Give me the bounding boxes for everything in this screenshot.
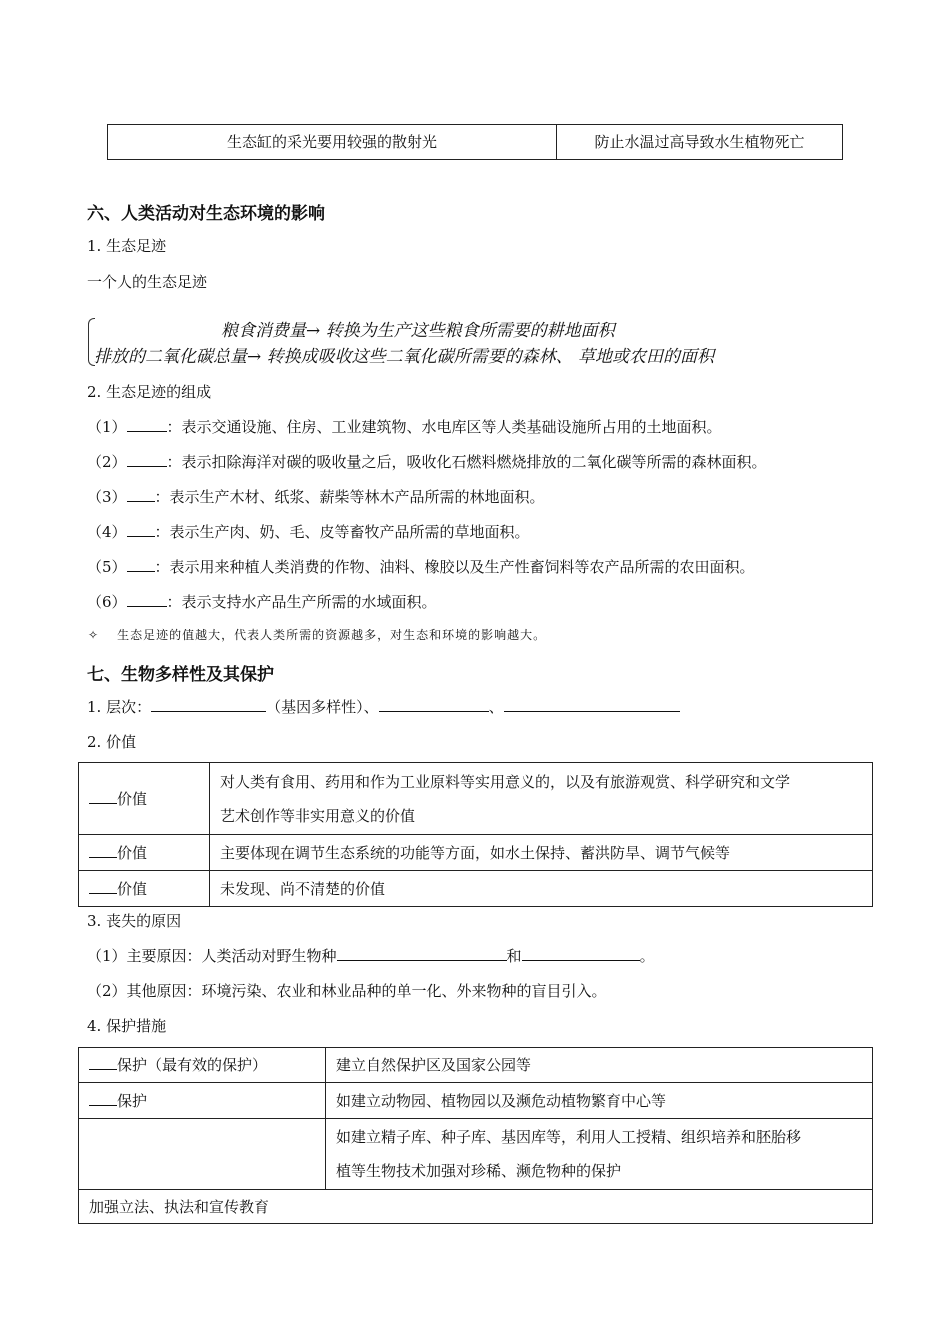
answer-blank[interactable] bbox=[89, 1055, 117, 1070]
protection-table bbox=[78, 1047, 873, 1224]
loss-title: 3. 丧失的原因 bbox=[87, 912, 182, 930]
formula-row-2: 排放的二氧化碳总量→ 转换成吸收这些二氧化碳所需要的森林、 草地或农田的面积 bbox=[94, 347, 715, 367]
protection-name-3 bbox=[79, 1119, 326, 1190]
answer-blank[interactable] bbox=[127, 487, 155, 502]
value-title: 2. 价值 bbox=[87, 733, 137, 751]
protection-desc-3: 如建立精子库、种子库、基因库等，利用人工授精、组织培养和胚胎移 植等生物技术加强对珍稀、濒危物种的保护 bbox=[326, 1119, 873, 1190]
loss-reason-1: （1）主要原因：人类活动对野生物种 和 。 bbox=[87, 947, 655, 965]
answer-blank[interactable] bbox=[504, 697, 680, 712]
footprint-item-1: （1） ：表示交通设施、住房、工业建筑物、水电库区等人类基础设施所占用的土地面积。 bbox=[87, 418, 722, 436]
answer-blank[interactable] bbox=[127, 452, 167, 467]
footprint-item-5: （5） ：表示用来种植人类消费的作物、油料、橡胶以及生产性畜饲料等农产品所需的农田面积。 bbox=[87, 558, 755, 576]
table-row bbox=[79, 835, 873, 871]
answer-blank[interactable] bbox=[127, 522, 155, 537]
table-row bbox=[79, 763, 873, 835]
answer-blank[interactable] bbox=[522, 946, 640, 961]
table-row bbox=[79, 1083, 873, 1119]
top-table-right: 防止水温过高导致水生植物死亡 bbox=[557, 125, 843, 160]
answer-blank[interactable] bbox=[89, 789, 117, 804]
value-desc-3: 未发现、尚不清楚的价值 bbox=[210, 871, 873, 907]
answer-blank[interactable] bbox=[127, 557, 155, 572]
answer-blank[interactable] bbox=[89, 843, 117, 858]
loss-reason-2: （2）其他原因：环境污染、农业和林业品种的单一化、外来物种的盲目引入。 bbox=[87, 982, 607, 1000]
answer-blank[interactable] bbox=[89, 879, 117, 894]
value-desc-1: 对人类有食用、药用和作为工业原料等实用意义的，以及有旅游观赏、科学研究和文学 艺术创作等非实用意义的价值 bbox=[210, 763, 873, 835]
value-name-1: 价值 bbox=[79, 763, 210, 835]
protection-desc-1: 建立自然保护区及国家公园等 bbox=[326, 1048, 873, 1083]
protection-last: 加强立法、执法和宣传教育 bbox=[79, 1190, 873, 1224]
top-table bbox=[107, 124, 843, 160]
answer-blank[interactable] bbox=[151, 697, 266, 712]
value-desc-2: 主要体现在调节生态系统的功能等方面，如水土保持、蓄洪防旱、调节气候等 bbox=[210, 835, 873, 871]
protection-name-2: 保护 bbox=[79, 1083, 326, 1119]
answer-blank[interactable] bbox=[337, 946, 507, 961]
table-row bbox=[79, 1048, 873, 1083]
table-row bbox=[79, 871, 873, 907]
value-table bbox=[78, 762, 873, 907]
value-name-3: 价值 bbox=[79, 871, 210, 907]
table-row bbox=[79, 1190, 873, 1224]
value-name-2: 价值 bbox=[79, 835, 210, 871]
footprint-line: 一个人的生态足迹 bbox=[87, 273, 208, 291]
sparkle-icon: ✧ bbox=[88, 628, 100, 642]
section7-title: 七、生物多样性及其保护 bbox=[87, 665, 274, 685]
protection-desc-2: 如建立动物园、植物园以及濒危动植物繁育中心等 bbox=[326, 1083, 873, 1119]
protection-name-1: 保护（最有效的保护） bbox=[79, 1048, 326, 1083]
footprint-item-4: （4） ：表示生产肉、奶、毛、皮等畜牧产品所需的草地面积。 bbox=[87, 523, 530, 541]
footprint-item-3: （3） ：表示生产木材、纸浆、薪柴等林木产品所需的林地面积。 bbox=[87, 488, 545, 506]
sub1-title: 1. 生态足迹 bbox=[87, 237, 167, 255]
answer-blank[interactable] bbox=[127, 592, 167, 607]
levels-line: 1. 层次： （基因多样性）、 、 bbox=[87, 696, 680, 717]
answer-blank[interactable] bbox=[127, 417, 167, 432]
table-row bbox=[79, 1119, 873, 1190]
footprint-item-2: （2） ：表示扣除海洋对碳的吸收量之后，吸收化石燃料燃烧排放的二氧化碳等所需的森林面积。 bbox=[87, 453, 767, 471]
section6-title: 六、人类活动对生态环境的影响 bbox=[87, 204, 325, 224]
top-table-left: 生态缸的采光要用较强的散射光 bbox=[108, 125, 557, 160]
answer-blank[interactable] bbox=[379, 697, 489, 712]
answer-blank[interactable] bbox=[89, 1091, 117, 1106]
sub2-title: 2. 生态足迹的组成 bbox=[87, 383, 212, 401]
tip-note: ✧ 生态足迹的值越大，代表人类所需的资源越多，对生态和环境的影响越大。 bbox=[88, 628, 547, 642]
formula-row-1: 粮食消费量→ 转换为生产这些粮食所需要的耕地面积 bbox=[221, 321, 615, 341]
protection-title: 4. 保护措施 bbox=[87, 1017, 167, 1035]
footprint-item-6: （6） ：表示支持水产品生产所需的水域面积。 bbox=[87, 593, 437, 611]
